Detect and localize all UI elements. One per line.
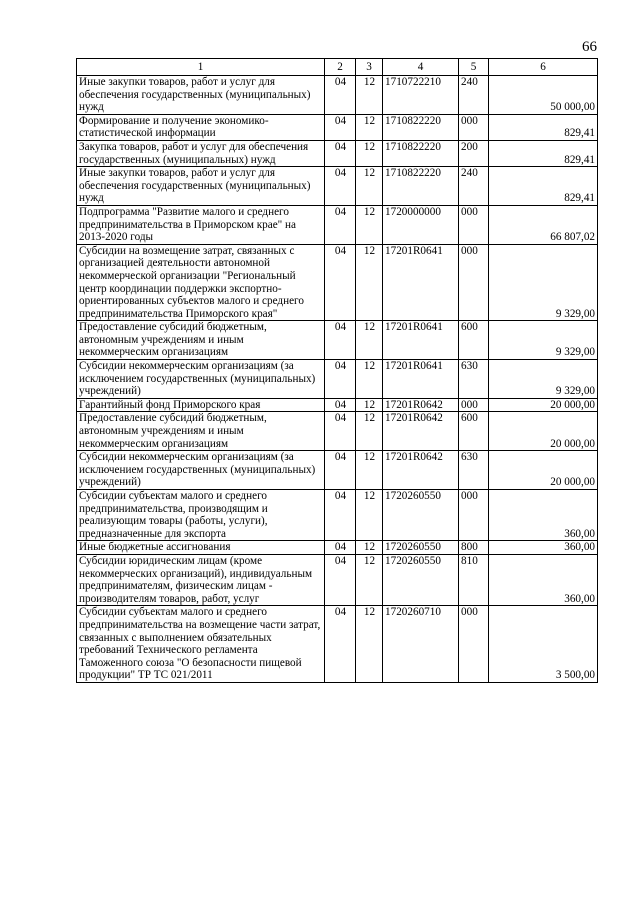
expense-type-code: 000 [459, 244, 489, 321]
section-code: 04 [325, 541, 356, 555]
budget-item-name: Предоставление субсидий бюджетным, автономным учреждениям и иным некоммерческим организациям [77, 321, 325, 360]
expense-type-code: 800 [459, 541, 489, 555]
expense-type-code: 000 [459, 205, 489, 244]
section-code: 04 [325, 140, 356, 166]
column-header: 1 [77, 59, 325, 76]
budget-item-name: Субсидии некоммерческим организациям (за исключением государственных (муниципальных) учреждений) [77, 451, 325, 490]
expense-type-code: 240 [459, 76, 489, 115]
section-code: 04 [325, 360, 356, 399]
table-row [77, 554, 598, 605]
target-article-code: 17201R0641 [383, 360, 459, 399]
target-article-code: 17201R0641 [383, 321, 459, 360]
budget-item-name: Гарантийный фонд Приморского края [77, 398, 325, 412]
subsection-code: 12 [356, 244, 383, 321]
amount-value: 20 000,00 [489, 398, 598, 412]
subsection-code: 12 [356, 412, 383, 451]
section-code: 04 [325, 606, 356, 683]
target-article-code: 1720260550 [383, 490, 459, 541]
subsection-code: 12 [356, 76, 383, 115]
expense-type-code: 600 [459, 321, 489, 360]
budget-item-name: Иные бюджетные ассигнования [77, 541, 325, 555]
amount-value: 360,00 [489, 490, 598, 541]
subsection-code: 12 [356, 606, 383, 683]
section-code: 04 [325, 398, 356, 412]
target-article-code: 17201R0642 [383, 398, 459, 412]
section-code: 04 [325, 114, 356, 140]
expense-type-code: 000 [459, 606, 489, 683]
amount-value: 3 500,00 [489, 606, 598, 683]
expense-type-code: 630 [459, 451, 489, 490]
column-header: 4 [383, 59, 459, 76]
target-article-code: 1710722210 [383, 76, 459, 115]
table-row [77, 606, 598, 683]
table-row [77, 114, 598, 140]
budget-item-name: Закупка товаров, работ и услуг для обеспечения государственных (муниципальных) нужд [77, 140, 325, 166]
section-code: 04 [325, 167, 356, 206]
subsection-code: 12 [356, 205, 383, 244]
section-code: 04 [325, 412, 356, 451]
section-code: 04 [325, 554, 356, 605]
budget-item-name: Подпрограмма "Развитие малого и среднего предпринимательства в Приморском крае" на 2013-2020 годы [77, 205, 325, 244]
target-article-code: 1710822220 [383, 114, 459, 140]
column-header: 2 [325, 59, 356, 76]
subsection-code: 12 [356, 554, 383, 605]
table-row [77, 140, 598, 166]
amount-value: 20 000,00 [489, 412, 598, 451]
subsection-code: 12 [356, 321, 383, 360]
table-row [77, 490, 598, 541]
amount-value: 829,41 [489, 167, 598, 206]
table-row [77, 76, 598, 115]
amount-value: 829,41 [489, 114, 598, 140]
budget-item-name: Субсидии на возмещение затрат, связанных с организацией деятельности автономной некоммерческой организации "Региональный центр координации поддержки экспортно-ориентированных субъектов малого и среднего предпринимательства Приморского края" [77, 244, 325, 321]
table-row [77, 541, 598, 555]
target-article-code: 17201R0642 [383, 412, 459, 451]
subsection-code: 12 [356, 398, 383, 412]
section-code: 04 [325, 490, 356, 541]
table-row [77, 167, 598, 206]
table-header-row [77, 59, 598, 76]
section-code: 04 [325, 76, 356, 115]
target-article-code: 1720000000 [383, 205, 459, 244]
subsection-code: 12 [356, 451, 383, 490]
subsection-code: 12 [356, 114, 383, 140]
section-code: 04 [325, 451, 356, 490]
target-article-code: 17201R0642 [383, 451, 459, 490]
expense-type-code: 630 [459, 360, 489, 399]
budget-item-name: Субсидии некоммерческим организациям (за исключением государственных (муниципальных) учреждений) [77, 360, 325, 399]
budget-item-name: Иные закупки товаров, работ и услуг для обеспечения государственных (муниципальных) нужд [77, 167, 325, 206]
section-code: 04 [325, 244, 356, 321]
amount-value: 20 000,00 [489, 451, 598, 490]
budget-item-name: Субсидии юридическим лицам (кроме некоммерческих организаций), индивидуальным предпринимателям, физическим лицам - производителям товаров, работ, услуг [77, 554, 325, 605]
expense-type-code: 810 [459, 554, 489, 605]
table-row [77, 244, 598, 321]
section-code: 04 [325, 205, 356, 244]
subsection-code: 12 [356, 490, 383, 541]
expense-type-code: 200 [459, 140, 489, 166]
amount-value: 9 329,00 [489, 360, 598, 399]
budget-table [76, 58, 598, 683]
expense-type-code: 600 [459, 412, 489, 451]
table-row [77, 451, 598, 490]
target-article-code: 1710822220 [383, 167, 459, 206]
budget-item-name: Субсидии субъектам малого и среднего предпринимательства на возмещение части затрат, связанных с выполнением обязательных требований Технического регламента Таможенного союза "О безопасности пищевой продукции" ТР ТС 021/2011 [77, 606, 325, 683]
amount-value: 829,41 [489, 140, 598, 166]
budget-item-name: Иные закупки товаров, работ и услуг для обеспечения государственных (муниципальных) нужд [77, 76, 325, 115]
expense-type-code: 000 [459, 490, 489, 541]
amount-value: 360,00 [489, 554, 598, 605]
table-row [77, 205, 598, 244]
table-row [77, 412, 598, 451]
target-article-code: 1720260550 [383, 554, 459, 605]
subsection-code: 12 [356, 541, 383, 555]
target-article-code: 17201R0641 [383, 244, 459, 321]
table-row [77, 398, 598, 412]
amount-value: 66 807,02 [489, 205, 598, 244]
expense-type-code: 240 [459, 167, 489, 206]
table-row [77, 360, 598, 399]
target-article-code: 1710822220 [383, 140, 459, 166]
amount-value: 9 329,00 [489, 244, 598, 321]
target-article-code: 1720260550 [383, 541, 459, 555]
amount-value: 360,00 [489, 541, 598, 555]
subsection-code: 12 [356, 140, 383, 166]
column-header: 6 [489, 59, 598, 76]
subsection-code: 12 [356, 360, 383, 399]
column-header: 5 [459, 59, 489, 76]
section-code: 04 [325, 321, 356, 360]
page-number: 66 [582, 39, 597, 55]
expense-type-code: 000 [459, 398, 489, 412]
column-header: 3 [356, 59, 383, 76]
amount-value: 9 329,00 [489, 321, 598, 360]
budget-item-name: Формирование и получение экономико-статистической информации [77, 114, 325, 140]
target-article-code: 1720260710 [383, 606, 459, 683]
amount-value: 50 000,00 [489, 76, 598, 115]
expense-type-code: 000 [459, 114, 489, 140]
budget-item-name: Предоставление субсидий бюджетным, автономным учреждениям и иным некоммерческим организациям [77, 412, 325, 451]
budget-item-name: Субсидии субъектам малого и среднего предпринимательства, производящим и реализующим товары (работы, услуги), предназначенные для экспорта [77, 490, 325, 541]
table-row [77, 321, 598, 360]
subsection-code: 12 [356, 167, 383, 206]
